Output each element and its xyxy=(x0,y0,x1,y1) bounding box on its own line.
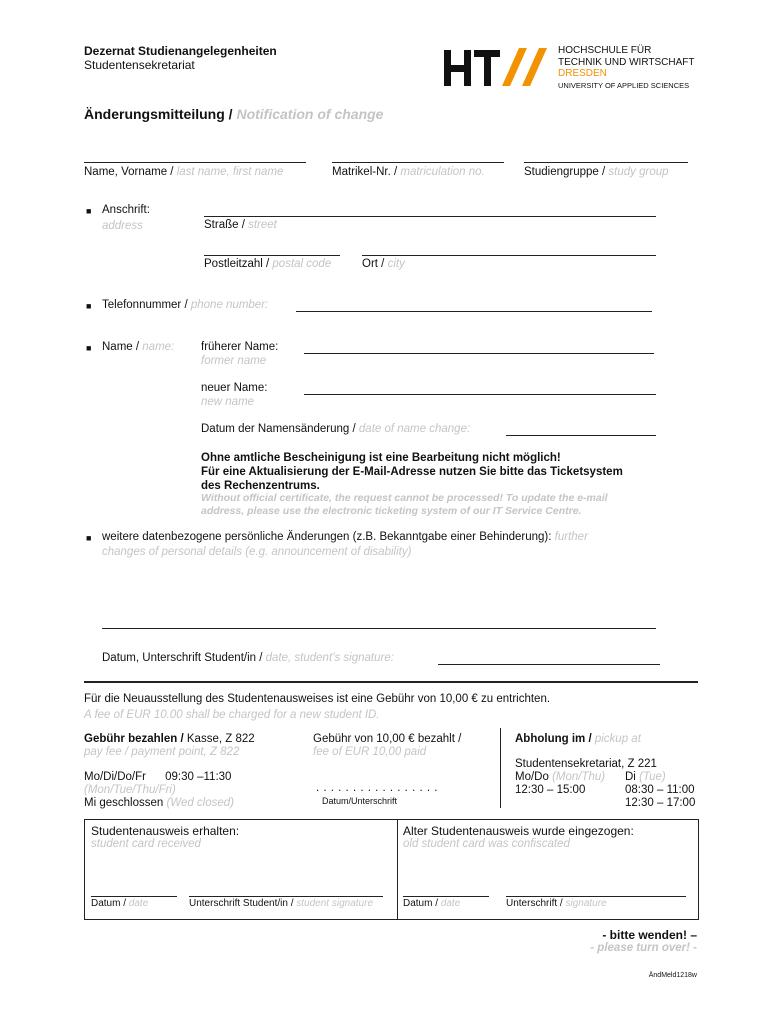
postal-code-line[interactable] xyxy=(204,255,340,256)
office-name: Studentensekretariat xyxy=(84,58,195,72)
form-code: ÄndMeld1218w xyxy=(648,972,697,979)
new-name-label-en: new name xyxy=(201,396,255,408)
pickup-days-mo: Mo/Do (Mon/Thu) xyxy=(515,771,606,783)
turn-over-text: - bitte wenden! – xyxy=(602,928,697,942)
address-label-en: address xyxy=(102,220,143,232)
city-label: Ort / city xyxy=(362,258,405,270)
department-name: Dezernat Studienangelegenheiten xyxy=(84,44,277,58)
signature-line[interactable] xyxy=(438,664,660,665)
pay-fee-label: Gebühr bezahlen / Kasse, Z 822 xyxy=(84,733,255,745)
name-change-date-label: Datum der Namensänderung / date of name change: xyxy=(201,423,471,435)
paid-signature-label: Datum/Unterschrift xyxy=(322,796,398,806)
paid-signature-dots[interactable]: . . . . . . . . . . . . . . . . . xyxy=(316,782,438,794)
fee-text-en: A fee of EUR 10.00 shall be charged for a new student ID. xyxy=(84,709,380,721)
former-name-label-en: former name xyxy=(201,355,267,367)
warning-text: Ohne amtliche Bescheinigung ist eine Bearbeitung nicht möglich! Für eine Aktualisierung der E-Mail-Adresse nutzen Sie bitte das Ticketsystem des Rechenzentrums. xyxy=(201,452,623,492)
other-changes-label: weitere datenbezogene persönliche Änderungen (z.B. Bekanntgabe einer Behinderung): further xyxy=(102,531,588,543)
street-label: Straße / street xyxy=(204,219,277,231)
office-hours: Mo/Di/Do/Fr 09:30 –11:30 xyxy=(84,771,232,783)
received-date-label: Datum / date xyxy=(91,898,149,909)
group-line[interactable] xyxy=(524,162,688,163)
pickup-time-di-1: 08:30 – 11:00 xyxy=(625,784,695,796)
title-de: Änderungsmitteilung / xyxy=(84,106,233,122)
card-confiscated-label: Alter Studentenausweis wurde eingezogen: xyxy=(403,824,634,838)
uni-line-3: DRESDEN xyxy=(558,68,607,79)
uni-line-4: UNIVERSITY OF APPLIED SCIENCES xyxy=(558,80,690,90)
title-en: Notification of change xyxy=(236,106,384,122)
warning-text-en: Without official certificate, the request cannot be processed! To update the e-mail address, please use the electronic ticketing system of our IT Service Centre. xyxy=(201,492,608,517)
card-box-divider xyxy=(397,819,398,919)
pickup-label: Abholung im / pickup at xyxy=(515,733,641,745)
street-line[interactable] xyxy=(204,216,656,217)
uni-line-1: HOCHSCHULE FÜR xyxy=(558,45,652,56)
turn-over-text-en: - please turn over! - xyxy=(590,942,697,954)
postal-code-label: Postleitzahl / postal code xyxy=(204,258,332,270)
bullet-icon: ■ xyxy=(86,533,92,543)
pickup-place: Studentensekretariat, Z 221 xyxy=(515,758,657,770)
confiscated-signature-label: Unterschrift / signature xyxy=(506,898,607,909)
university-name xyxy=(558,45,694,91)
fee-paid-label-en: fee of EUR 10,00 paid xyxy=(313,746,427,758)
group-label: Studiengruppe / study group xyxy=(524,166,669,178)
fee-paid-label: Gebühr von 10,00 € bezahlt / xyxy=(313,733,462,745)
new-name-line[interactable] xyxy=(304,394,656,395)
card-confiscated-label-en: old student card was confiscated xyxy=(403,838,570,850)
received-signature-line[interactable] xyxy=(189,896,383,897)
page-title xyxy=(84,106,383,122)
uni-line-2: TECHNIK UND WIRTSCHAFT xyxy=(558,56,695,68)
signature-label: Datum, Unterschrift Student/in / date, student’s signature: xyxy=(102,652,394,664)
pickup-time-di-2: 12:30 – 17:00 xyxy=(625,797,696,809)
bullet-icon: ■ xyxy=(86,343,92,353)
htw-logo xyxy=(444,46,554,88)
confiscated-signature-line[interactable] xyxy=(506,896,686,897)
pickup-days-di: Di (Tue) xyxy=(625,771,666,783)
address-label: Anschrift: xyxy=(102,204,150,216)
new-name-label: neuer Name: xyxy=(201,382,268,394)
matrikel-line[interactable] xyxy=(332,162,504,163)
office-hours-en: (Mon/Tue/Thu/Fri) xyxy=(84,784,176,796)
bullet-icon: ■ xyxy=(86,301,92,311)
closed-label: Mi geschlossen (Wed closed) xyxy=(84,797,235,809)
card-received-label-en: student card received xyxy=(91,838,201,850)
htw-logo-mark xyxy=(444,46,554,88)
card-received-label: Studentenausweis erhalten: xyxy=(91,824,240,838)
bullet-icon: ■ xyxy=(86,206,92,216)
vertical-divider xyxy=(500,728,501,808)
phone-label: Telefonnummer / phone number: xyxy=(102,299,269,311)
other-changes-label-en: changes of personal details (e.g. announcement of disability) xyxy=(102,546,412,558)
other-changes-line[interactable] xyxy=(102,628,656,629)
name-change-date-line[interactable] xyxy=(506,435,656,436)
name-line[interactable] xyxy=(84,162,306,163)
received-date-line[interactable] xyxy=(91,896,177,897)
name-change-label: Name / name: xyxy=(102,341,175,353)
fee-text: Für die Neuausstellung des Studentenausweises ist eine Gebühr von 10,00 € zu entrichten. xyxy=(84,693,551,705)
city-line[interactable] xyxy=(362,255,656,256)
divider xyxy=(84,681,698,683)
received-signature-label: Unterschrift Student/in / student signature xyxy=(189,898,373,909)
name-label: Name, Vorname / last name, first name xyxy=(84,166,284,178)
confiscated-date-line[interactable] xyxy=(403,896,489,897)
pay-fee-label-en: pay fee / payment point, Z 822 xyxy=(84,746,240,758)
phone-line[interactable] xyxy=(296,311,652,312)
pickup-time-mo: 12:30 – 15:00 xyxy=(515,784,586,796)
confiscated-date-label: Datum / date xyxy=(403,898,461,909)
matrikel-label: Matrikel-Nr. / matriculation no. xyxy=(332,166,485,178)
former-name-line[interactable] xyxy=(304,353,654,354)
former-name-label: früherer Name: xyxy=(201,341,279,353)
